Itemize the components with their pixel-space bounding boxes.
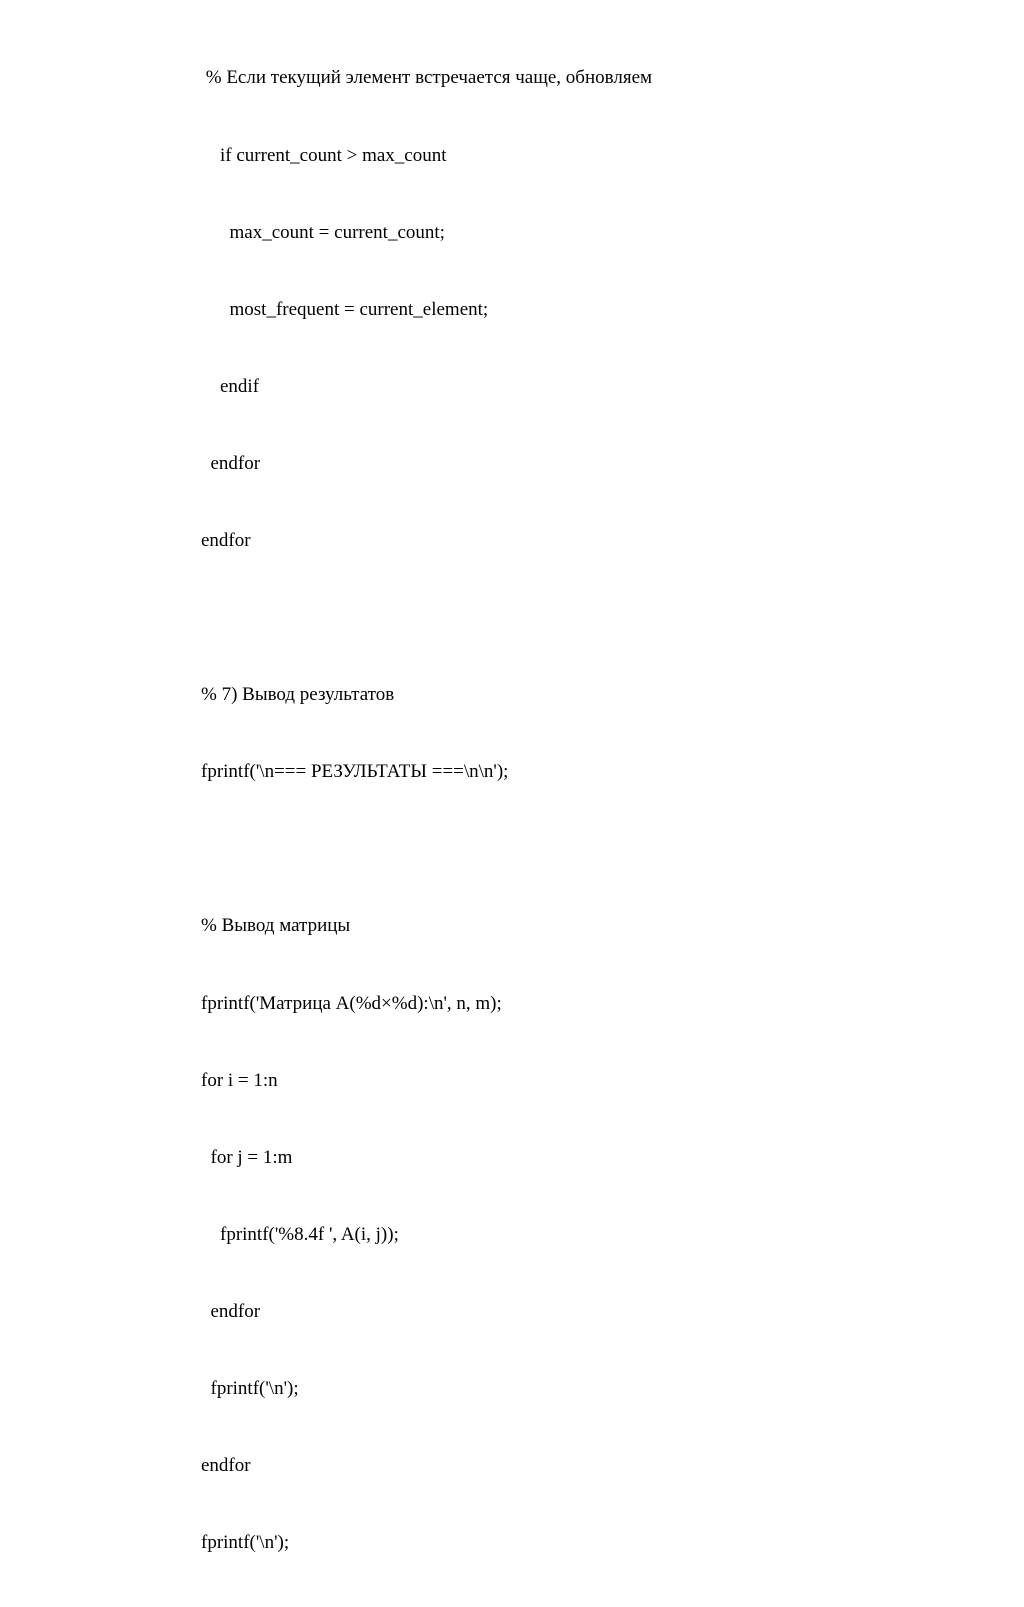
- code-line-endif: endif: [201, 375, 260, 397]
- code-line-fprintf-newline-final: fprintf('\n');: [201, 1532, 290, 1554]
- code-line-endfor-i: endfor: [201, 1455, 251, 1477]
- code-line-fprintf-results: fprintf('\n=== РЕЗУЛЬТАТЫ ===\n\n');: [201, 761, 509, 783]
- code-line-blank: [201, 836, 652, 862]
- code-line-endfor-inner: endfor: [201, 452, 261, 474]
- code-line-endfor-j: endfor: [201, 1300, 261, 1322]
- code-line-if: if current_count > max_count: [201, 144, 447, 166]
- code-line-fprintf-newline-inner: fprintf('\n');: [201, 1378, 299, 1399]
- code-line-for-i: for i = 1:n: [201, 1069, 278, 1091]
- code-line-fprintf-element: fprintf('%8.4f ', A(i, j));: [201, 1223, 399, 1245]
- code-line-comment-output-matrix: % Вывод матрицы: [201, 915, 351, 937]
- code-line-fprintf-matrix-header: fprintf('Матрица A(%d×%d):\n', n, m);: [201, 992, 502, 1014]
- code-line-for-j: for j = 1:m: [201, 1146, 293, 1168]
- code-line-comment-update: % Если текущий элемент встречается чаще, обновляем: [201, 67, 653, 89]
- code-block: [201, 14, 652, 1607]
- code-line-blank: [201, 605, 652, 631]
- code-line-endfor-outer: endfor: [201, 529, 251, 551]
- code-line-comment-output-results: % 7) Вывод результатов: [201, 684, 395, 706]
- code-line-assign-max-count: max_count = current_count;: [201, 221, 445, 243]
- code-line-assign-most-frequent: most_frequent = current_element;: [201, 298, 489, 320]
